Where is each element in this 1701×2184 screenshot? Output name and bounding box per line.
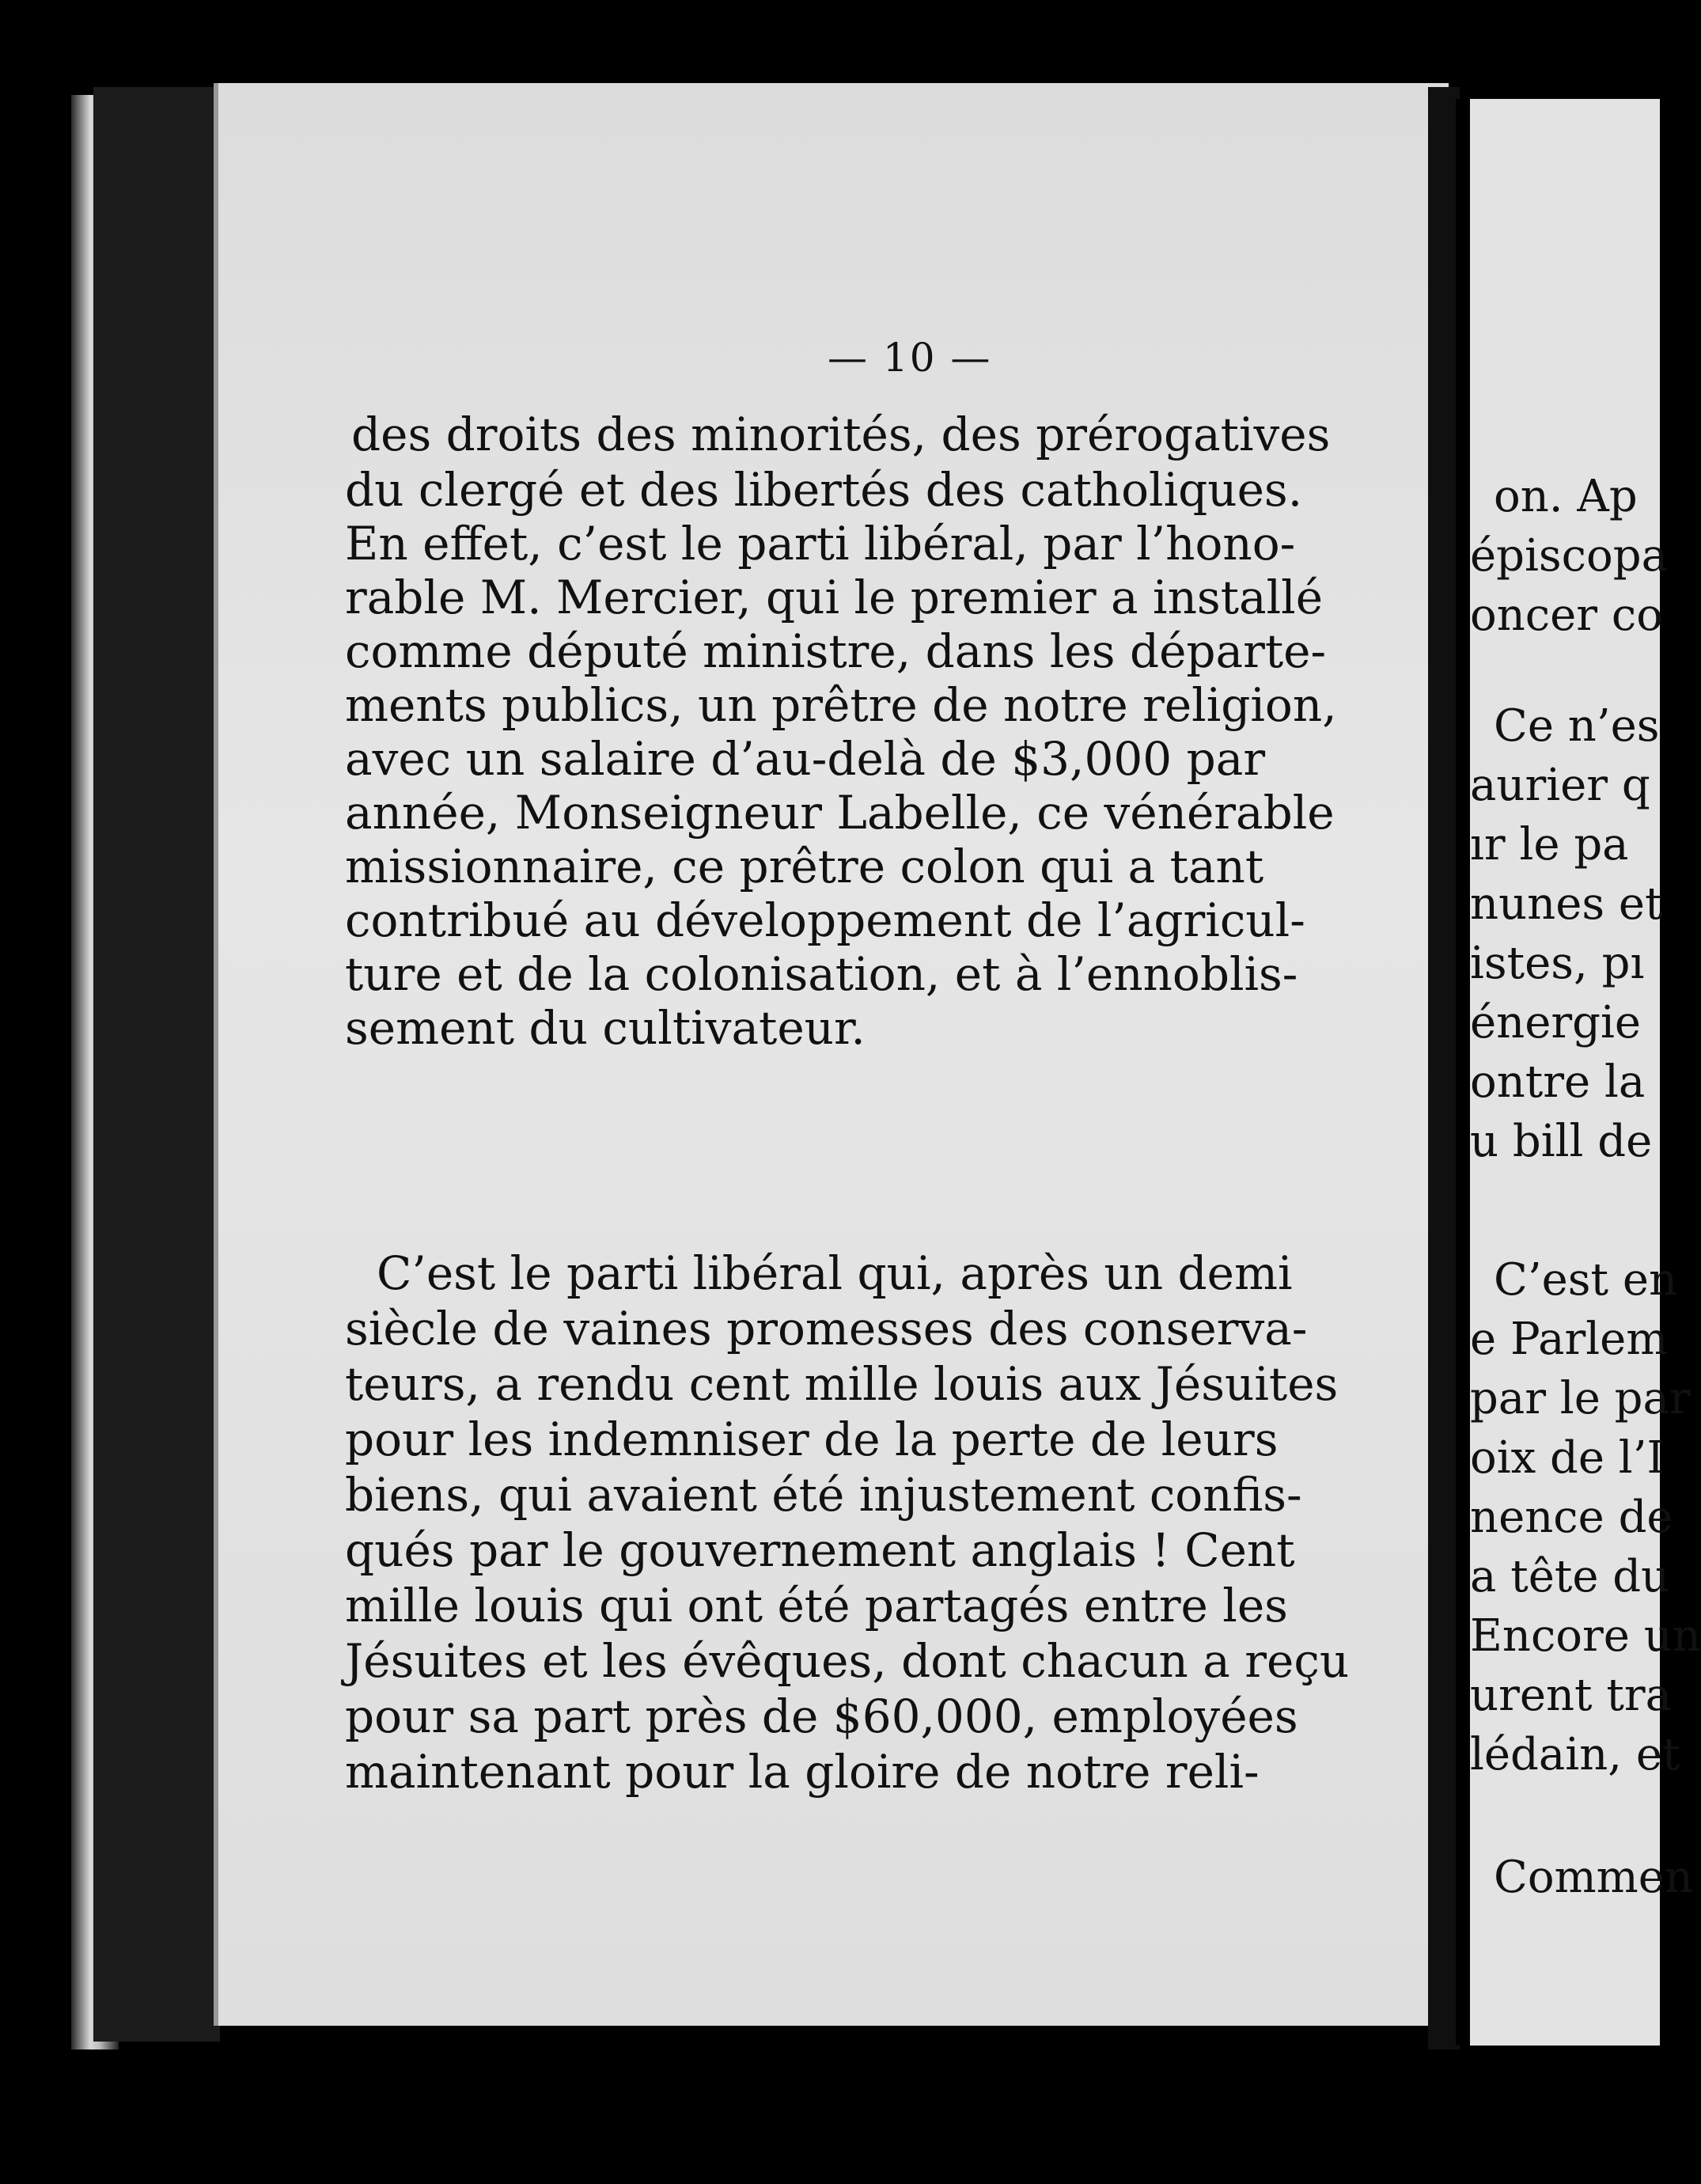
text-line: ments publics, un prêtre de notre religion, (345, 678, 1337, 732)
text-line: mille louis qui ont été partagés entre les (345, 1579, 1288, 1632)
text-line: ır le pa (1470, 819, 1629, 870)
text-line: épiscopa (1470, 530, 1668, 582)
text-line: En effet, c’est le parti libéral, par l’hono- (345, 517, 1296, 571)
page-number: — 10 — (828, 335, 992, 381)
text-line: pour les indemniser de la perte de leurs (345, 1412, 1279, 1466)
right-page (1456, 99, 1701, 2046)
text-line: oix de l’I (1470, 1432, 1665, 1484)
text-line: du clergé et des libertés des catholiques. (345, 463, 1303, 517)
text-line: Ce n’es (1494, 700, 1660, 752)
text-line: e Parlem (1470, 1314, 1669, 1365)
text-line: aurier q (1470, 760, 1650, 811)
text-line: missionnaire, ce prêtre colon qui a tant (345, 840, 1264, 893)
text-line: qués par le gouvernement anglais ! Cent (345, 1523, 1295, 1577)
text-line: comme député ministre, dans les départe- (345, 624, 1327, 678)
text-line: année, Monseigneur Labelle, ce vénérable (345, 786, 1335, 840)
text-line: a tête du (1470, 1551, 1670, 1602)
text-line: u bill de (1470, 1116, 1653, 1167)
text-line: C’est le parti libéral qui, après un demi (377, 1246, 1293, 1300)
text-line: énergie (1470, 997, 1642, 1048)
text-line: pour sa part près de $60,000, employées (345, 1689, 1298, 1743)
text-line: ontre la (1470, 1056, 1646, 1108)
text-line: sement du cultivateur. (345, 1001, 866, 1055)
book-gutter (1428, 87, 1460, 2049)
text-line: par le par (1470, 1373, 1691, 1424)
text-line: oncer co (1470, 590, 1663, 641)
text-line: Commen (1494, 1852, 1693, 1903)
text-line: contribué au développement de l’agricul- (345, 893, 1305, 947)
text-line: siècle de vaines promesses des conserva- (345, 1302, 1308, 1356)
text-line: maintenant pour la gloire de notre reli- (345, 1745, 1260, 1799)
text-line: nunes et (1470, 878, 1663, 930)
left-page (214, 83, 1449, 2026)
text-line: Jésuites et les évêques, dont chacun a reçu (345, 1634, 1350, 1688)
text-line: nence de (1470, 1492, 1673, 1543)
text-line: avec un salaire d’au-delà de $3,000 par (345, 732, 1266, 786)
text-line: Encore un (1470, 1610, 1701, 1662)
text-line: on. Ap (1494, 471, 1638, 522)
text-line: ture et de la colonisation, et à l’ennoblis- (345, 947, 1298, 1001)
text-line: C’est en (1494, 1254, 1678, 1306)
left-cover-shadow (93, 87, 220, 2042)
text-line: urent tra (1470, 1670, 1673, 1721)
text-line: istes, pı (1470, 938, 1645, 989)
text-line: biens, qui avaient été injustement confis- (345, 1468, 1302, 1522)
text-line: teurs, a rendu cent mille louis aux Jésuites (345, 1357, 1339, 1411)
text-line: rable M. Mercier, qui le premier a installé (345, 571, 1324, 624)
text-line: des droits des minorités, des prérogatives (351, 408, 1331, 461)
text-line: lédain, et (1470, 1729, 1680, 1780)
